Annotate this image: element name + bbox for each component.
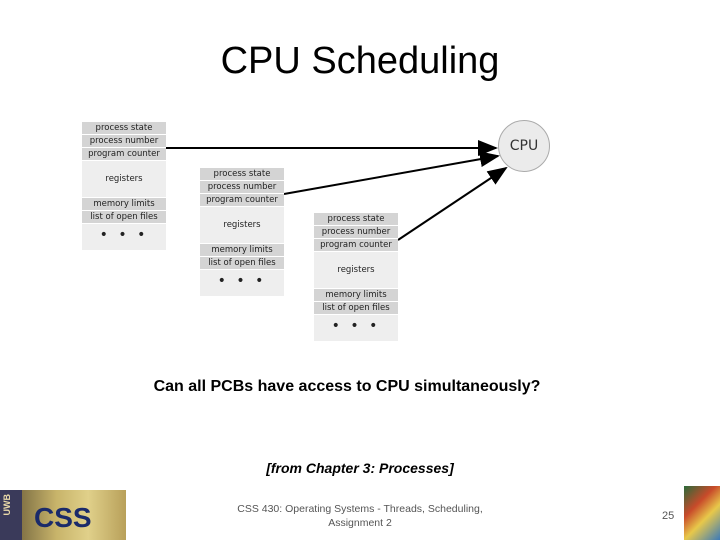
pcb-row-memory-limits: memory limits	[200, 244, 284, 257]
pcb-1	[82, 122, 166, 251]
pcb-row-open-files: list of open files	[314, 302, 398, 315]
pcb-row-process-number: process number	[200, 181, 284, 194]
footer-line-2: Assignment 2	[328, 517, 392, 529]
pcb-row-process-number: process number	[82, 135, 166, 148]
footer-text	[220, 502, 500, 530]
pcb-row-process-state: process state	[200, 168, 284, 181]
question-text: Can all PCBs have access to CPU simultaneously?	[153, 378, 541, 395]
pcb-row-open-files: list of open files	[200, 257, 284, 270]
pcb-row-process-state: process state	[314, 213, 398, 226]
page-number: 25	[662, 510, 675, 522]
pcb-row-memory-limits: memory limits	[314, 289, 398, 302]
pcb-row-open-files: list of open files	[82, 211, 166, 224]
arrow-pcb2-to-cpu	[284, 156, 498, 194]
pcb-row-ellipsis: • • •	[82, 224, 166, 251]
pcb-row-program-counter: program counter	[82, 148, 166, 161]
pcb-row-registers: registers	[314, 252, 398, 289]
source-citation: [from Chapter 3: Processes]	[266, 460, 454, 476]
pcb-row-registers: registers	[82, 161, 166, 198]
pcb-row-process-number: process number	[314, 226, 398, 239]
pcb-row-program-counter: program counter	[314, 239, 398, 252]
pcb-row-process-state: process state	[82, 122, 166, 135]
logo-text: CSS	[34, 502, 92, 533]
pcb-2	[200, 168, 284, 297]
pcb-row-ellipsis: • • •	[200, 270, 284, 297]
arrow-pcb3-to-cpu	[398, 168, 506, 240]
pcb-row-ellipsis: • • •	[314, 315, 398, 342]
book-cover-image	[684, 486, 720, 540]
pcb-row-registers: registers	[200, 207, 284, 244]
slide-title: CPU Scheduling	[220, 40, 500, 82]
pcb-row-memory-limits: memory limits	[82, 198, 166, 211]
footer-line-1: CSS 430: Operating Systems - Threads, Scheduling,	[237, 503, 483, 515]
uwb-css-logo	[0, 490, 126, 540]
pcb-row-program-counter: program counter	[200, 194, 284, 207]
logo-side-text: UWB	[2, 494, 12, 516]
cpu-circle: CPU	[498, 120, 550, 172]
pcb-3	[314, 213, 398, 342]
